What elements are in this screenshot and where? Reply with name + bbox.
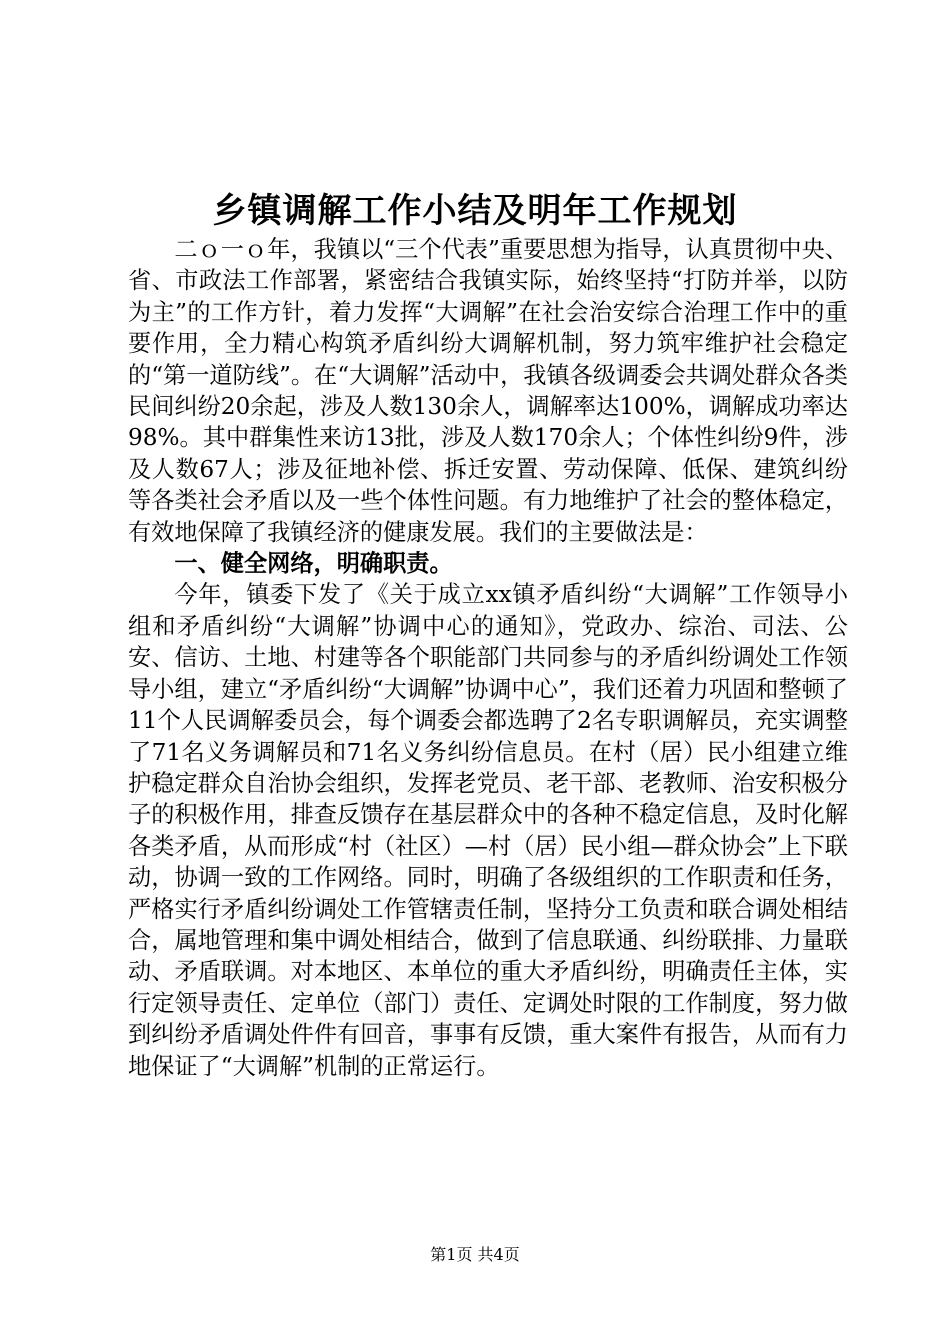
section-heading: 一、健全网络，明确职责。 [174,550,453,578]
document-title: 乡镇调解工作小结及明年工作规划 [212,191,738,231]
intro-paragraph: 二ｏ一ｏ年，我镇以“三个代表”重要思想为指导，认真贯彻中央、省、市政法工作部署，紧密结合我镇实际，始终坚持“打防并举，以防为主”的工作方针，着力发挥“大调解”在社会治安综合治理工作中的重要作用，全力精心构筑矛盾纠纷大调解机制，努力筑牢维护社会稳定的“第一道防线”。在“大调解”活动中，我镇各级调委会共调处群众各类民间纠纷20余起，涉及人数130余人，调解率达100%，调解成功率达98%。其中群集性来访13批，涉及人数170余人；个体性纠纷9件，涉及人数67人；涉及征地补偿、拆迁安置、劳动保障、低保、建筑纠纷等各类社会矛盾以及一些个体性问题。有力地维护了社会的整体稳定，有效地保障了我镇经济的健康发展。我们的主要做法是： [128,236,848,546]
section-paragraph: 今年，镇委下发了《关于成立xx镇矛盾纠纷“大调解”工作领导小组和矛盾纠纷“大调解”协调中心的通知》，党政办、综治、司法、公安、信访、土地、村建等各个职能部门共同参与的矛盾纠纷调处工作领导小组，建立“矛盾纠纷“大调解”协调中心”，我们还着力巩固和整顿了11个人民调解委员会，每个调委会都选聘了2名专职调解员，充实调整了71名义务调解员和71名义务纠纷信息员。在村（居）民小组建立维护稳定群众自治协会组织，发挥老党员、老干部、老教师、治安积极分子的积极作用，排查反馈存在基层群众中的各种不稳定信息，及时化解各类矛盾，从而形成“村（社区）—村（居）民小组—群众协会”上下联动，协调一致的工作网络。同时，明确了各级组织的工作职责和任务，严格实行矛盾纠纷调处工作管辖责任制，坚持分工负责和联合调处相结合，属地管理和集中调处相结合，做到了信息联通、纠纷联排、力量联动、矛盾联调。对本地区、本单位的重大矛盾纠纷，明确责任主体，实行定领导责任、定单位（部门）责任、定调处时限的工作制度，努力做到纠纷矛盾调处件件有回音，事事有反馈，重大案件有报告，从而有力地保证了“大调解”机制的正常运行。 [128,581,848,1080]
page-footer: 第1页 共4页 [430,1245,520,1264]
document-body [128,234,848,1082]
